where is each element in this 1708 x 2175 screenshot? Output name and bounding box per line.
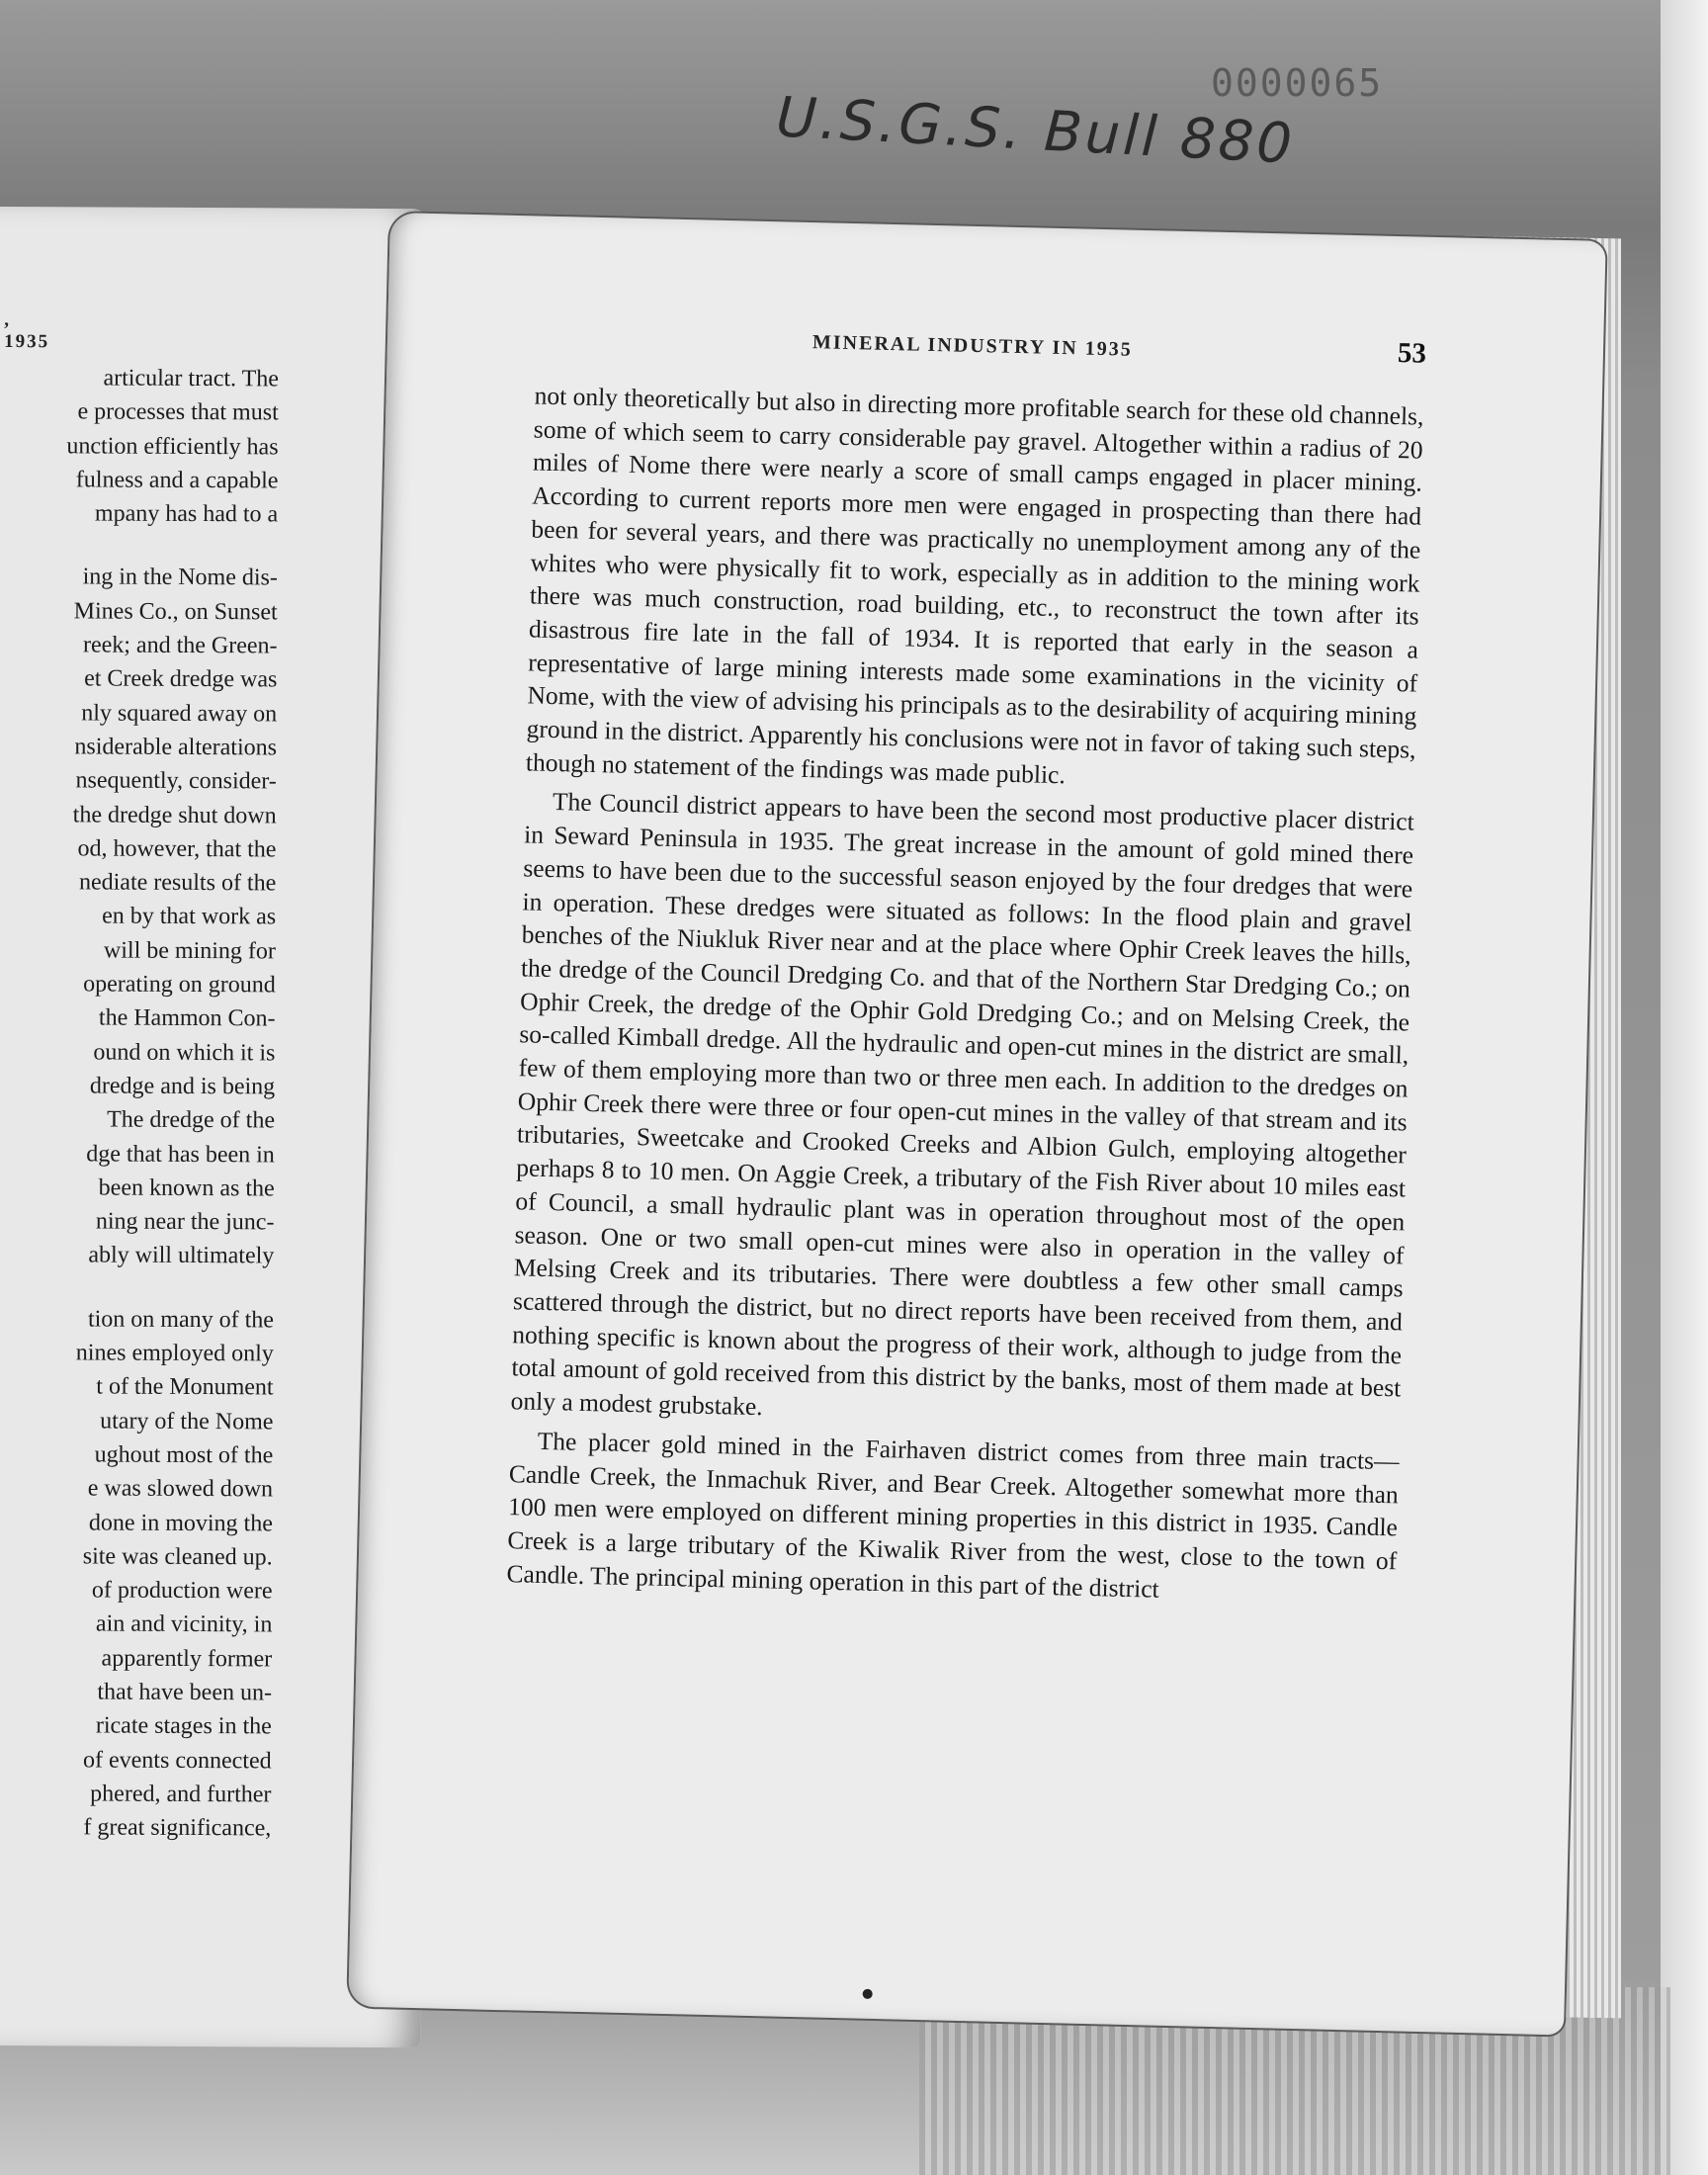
left-text-line: en by that work as (102, 903, 277, 930)
left-text-line: articular tract. The (103, 365, 280, 392)
left-text-line: ain and vicinity, in (95, 1610, 273, 1638)
paragraph-3: The placer gold mined in the Fairhaven district comes from three main tracts—Candle Creek, the Inmachuk River, and Bear Creek. Altogether somewhat more than 100 men were employed on different mining properties in this district in 1935. Candle Creek is a large tributary of the Kiwalik River from the west, close to the town of Candle. The principal mining operation in this part of the district (506, 1426, 1400, 1604)
left-text-line: ning near the junc- (95, 1208, 275, 1236)
left-text-line: operating on ground (83, 971, 276, 999)
left-text-line: nediate results of the (78, 869, 277, 897)
left-text-line: nines employed only (75, 1340, 274, 1367)
left-text-line: t of the Monument (96, 1373, 274, 1401)
left-text-line: reek; and the Green- (82, 632, 278, 659)
right-page (348, 213, 1605, 2035)
left-text-line: f great significance, (83, 1814, 272, 1842)
scan-right-margin (1661, 0, 1708, 2175)
left-text-line: of events connected (82, 1747, 272, 1775)
left-text-line: nsiderable alterations (74, 734, 278, 761)
left-text-line: dge that has been in (86, 1140, 275, 1168)
ink-speck (863, 1989, 873, 1999)
handwritten-annotation: U.S.G.S. Bull 880 (774, 85, 1297, 177)
document-number-stamp: 0000065 (1211, 61, 1384, 105)
paragraph-2: The Council district appears to have been the second most productive placer district in Seward Peninsula in 1935. The great increase in the amount of gold mined there seems to have been due to the successful season enjoyed by the four dredges that were in operation. These dredges were situated as follows: In the flood plain and gravel benches of the Niukluk River near and at the place where Ophir Creek leaves the hills, the dredge of the Council Dredging Co. and that of the Northern Star Dredging Co.; on Ophir Creek, the dredge of the Ophir Gold Dredging Co.; and on Melsing Creek, the so-called Kimball dredge. All the hydraulic and open-cut mines in the district are small, few of them employing more than two or three men each. In addition to the dredges on Ophir Creek there were three or four open-cut mines in the valley of that stream and its tributaries, Sweetcake and Crooked Creeks and Albion Gulch, employing altogether perhaps 8 to 10 men. On Aggie Creek, a tributary of the Fish River about 10 miles east of Council, a small hydraulic plant was in operation throughout most of the open season. One or two small open-cut mines were also in operation in the valley of Melsing Creek and its tributaries. There were doubtless a few other small camps scattered through the district, but no direct reports have been received from them, and nothing specific is known about the progress of their work, although to judge from the total amount of gold received from this district by the banks, most of them made at best only a modest grubstake. (510, 787, 1415, 1422)
left-page-text (59, 361, 279, 1846)
running-head: MINERAL INDUSTRY IN 1935 (811, 331, 1134, 361)
body-text (506, 379, 1424, 1610)
left-text-line: The dredge of the (107, 1106, 276, 1134)
left-text-line: ably will ultimately (88, 1242, 275, 1269)
left-text-line: will be mining for (103, 937, 277, 965)
left-text-line: that have been un- (97, 1679, 273, 1706)
paragraph-1: not only theoretically but also in directing more profitable search for these old channels, some of which seem to carry considerable pay gravel. Altogether within a radius of 20 miles of Nome there were nearly a score of small camps engaged in placer mining. According to current reports more men were engaged in prospecting than there had been for several years, and there was practically no unemployment among any of the whites who were physically fit to work, especially as in addition to the mining work there was much construction, road building, etc., to reconstruct the town after its disastrous fire late in the fall of 1934. It is reported that early in the season a representative of large mining interests made some examinations in the vicinity of Nome, with the view of advising his principals as to the desirability of acquiring mining ground in the district. Apparently his conclusions were not in favor of taking such steps, though no statement of the findings was made public. (525, 381, 1424, 789)
left-text-line: nsequently, consider- (75, 767, 277, 795)
left-text-line (62, 1272, 274, 1303)
left-text-line: dredge and is being (89, 1073, 276, 1100)
left-text-line: unction efficiently has (66, 432, 279, 461)
left-text-line: site was cleaned up. (82, 1543, 273, 1571)
left-text-line: Mines Co., on Sunset (73, 598, 278, 626)
left-text-line (66, 531, 278, 562)
left-text-line: the dredge shut down (72, 801, 277, 829)
left-text-line: tion on many of the (87, 1306, 275, 1334)
left-text-line: od, however, that the (77, 835, 277, 863)
left-text-line: ing in the Nome dis- (82, 564, 278, 591)
left-text-line: of production were (91, 1577, 273, 1605)
left-text-line: mpany has had to a (94, 500, 279, 528)
left-text-line: apparently former (101, 1645, 273, 1673)
left-text-line: ughout most of the (94, 1441, 274, 1469)
left-text-line: e was slowed down (87, 1475, 274, 1503)
left-text-line: the Hammon Con- (98, 1004, 276, 1032)
left-text-line: et Creek dredge was (84, 665, 278, 693)
left-text-line: fulness and a capable (75, 467, 279, 494)
left-text-line: been known as the (98, 1174, 275, 1202)
page-number: 53 (1397, 337, 1427, 370)
left-text-line: ricate stages in the (95, 1712, 272, 1740)
left-text-line: utary of the Nome (100, 1408, 274, 1436)
left-text-line: phered, and further (90, 1781, 272, 1808)
left-running-head: , 1935 (4, 308, 50, 353)
left-text-line: e processes that must (77, 398, 279, 426)
left-text-line: ound on which it is (93, 1039, 276, 1067)
left-text-line: done in moving the (88, 1509, 273, 1536)
left-text-line: nly squared away on (81, 700, 278, 728)
